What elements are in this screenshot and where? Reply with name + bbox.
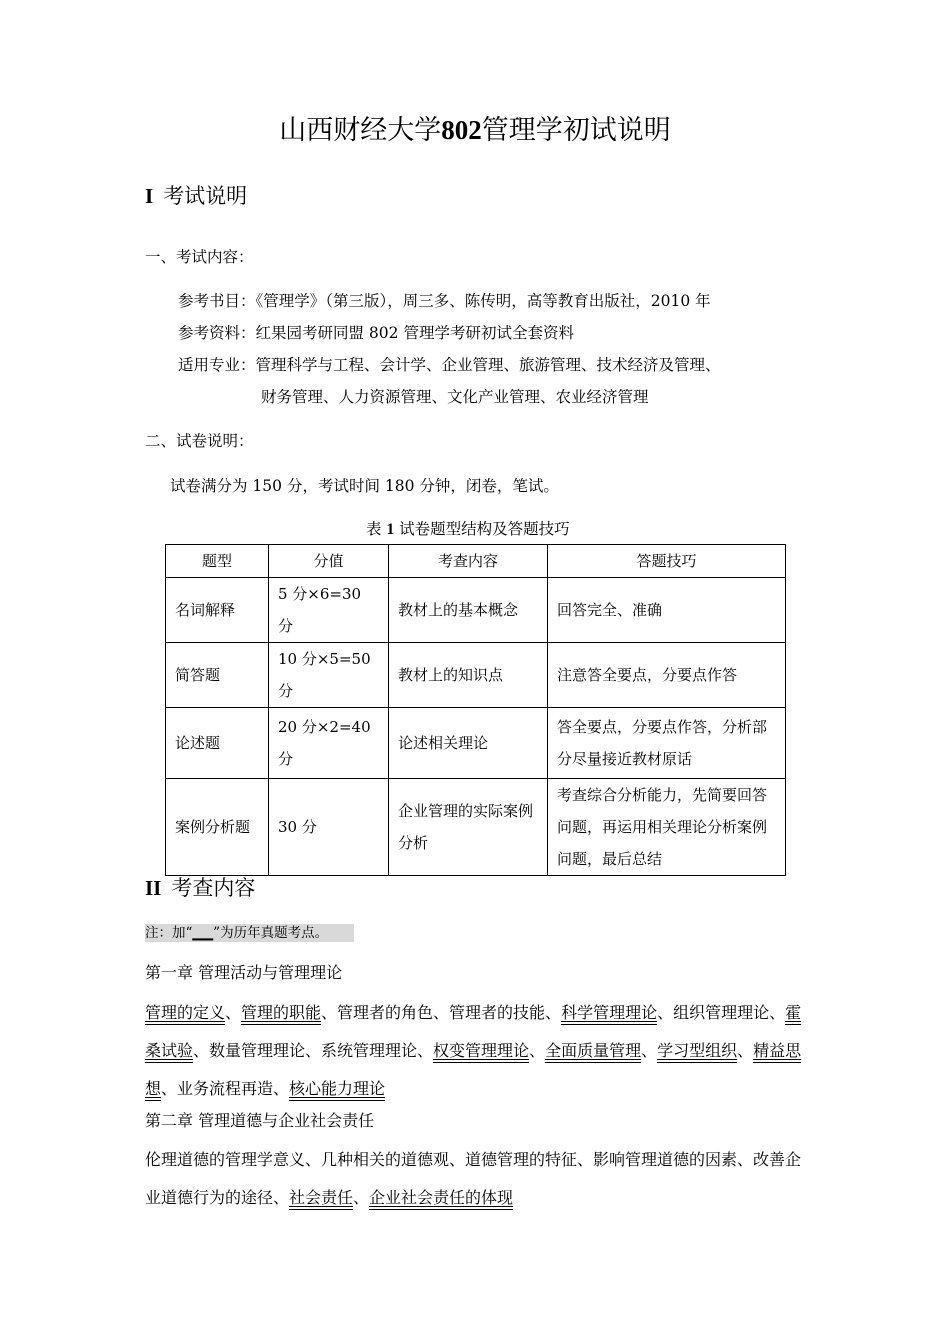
topic-text: 伦理道德的管理学意义、几种相关的道德观、道德管理的特征、影响管理道德的因素、改善企业道德行为的途径、 <box>145 1150 802 1207</box>
table-cell: 考查综合分析能力，先简要回答问题，再运用相关理论分析案例问题，最后总结 <box>548 779 786 876</box>
caption-text: 试卷题型结构及答题技巧 <box>399 520 570 538</box>
topic-text: 、 <box>225 1003 242 1022</box>
header-cell: 题型 <box>166 545 269 578</box>
title-prefix: 山西财经大学 <box>279 115 442 146</box>
table-caption <box>366 517 570 539</box>
exam-point-topic: 核心能力理论 <box>289 1079 386 1098</box>
table-cell: 教材上的基本概念 <box>389 578 548 643</box>
table-cell: 回答完全、准确 <box>548 578 786 643</box>
section-label: 考查内容 <box>171 876 256 900</box>
exam-point-topic: 社会责任 <box>289 1188 354 1207</box>
reference-material: 参考资料：红果园考研同盟 802 管理学考研初试全套资料 <box>178 324 574 342</box>
exam-point-topic: 权变管理理论 <box>433 1041 530 1060</box>
table-cell: 名词解释 <box>166 578 269 643</box>
exam-point-topic: 精益思想 <box>145 1041 802 1098</box>
applicable-majors-cont: 财务管理、人力资源管理、文化产业管理、农业经济管理 <box>261 388 649 406</box>
table-cell: 注意答全要点，分要点作答 <box>548 643 786 708</box>
table-cell: 企业管理的实际案例分析 <box>389 779 548 876</box>
exam-point-topic: 管理的职能 <box>241 1003 322 1022</box>
exam-point-topic: 霍桑试验 <box>145 1003 802 1060</box>
exam-description: 试卷满分为 150 分，考试时间 180 分钟，闭卷，笔试。 <box>170 477 559 495</box>
table-row <box>166 578 786 643</box>
topic-text: 、管理者的角色、管理者的技能、 <box>321 1003 562 1022</box>
exam-point-topic: 学习型组织 <box>657 1041 738 1060</box>
table-cell: 教材上的知识点 <box>389 643 548 708</box>
topic-text: 、 <box>529 1041 546 1060</box>
table-row <box>166 708 786 779</box>
chapter2-content <box>145 1141 811 1217</box>
header-cell: 分值 <box>269 545 389 578</box>
exam-point-topic: 全面质量管理 <box>545 1041 642 1060</box>
table-cell: 30 分 <box>269 779 389 876</box>
table-row <box>166 643 786 708</box>
table-cell: 10 分×5=50 分 <box>269 643 389 708</box>
note-prefix: 注：加“ <box>145 925 193 941</box>
table-cell: 简答题 <box>166 643 269 708</box>
table-cell: 案例分析题 <box>166 779 269 876</box>
caption-number: 1 <box>386 521 395 538</box>
topic-text: 、 <box>641 1041 658 1060</box>
table-cell: 20 分×2=40 分 <box>269 708 389 779</box>
note-box <box>145 924 354 942</box>
part2-heading: 二、试卷说明： <box>145 432 254 450</box>
page-title <box>0 108 950 147</box>
topic-text: 、 <box>353 1188 370 1207</box>
exam-point-topic: 科学管理理论 <box>561 1003 658 1022</box>
table-row <box>166 779 786 876</box>
chapter2-title: 第二章 管理道德与企业社会责任 <box>145 1111 375 1130</box>
exam-point-topic: 企业社会责任的体现 <box>369 1188 514 1207</box>
section-roman: II <box>145 876 162 900</box>
section-label: 考试说明 <box>163 184 248 208</box>
topic-text: 、 <box>737 1041 754 1060</box>
header-cell: 答题技巧 <box>548 545 786 578</box>
chapter1-title: 第一章 管理活动与管理理论 <box>145 963 343 982</box>
applicable-majors: 适用专业：管理科学与工程、会计学、企业管理、旅游管理、技术经济及管理、 <box>178 356 721 374</box>
topic-text: 、数量管理理论、系统管理理论、 <box>193 1041 434 1060</box>
table-cell: 论述题 <box>166 708 269 779</box>
topic-text: 、业务流程再造、 <box>161 1079 290 1098</box>
header-cell: 考查内容 <box>389 545 548 578</box>
chapter1-content <box>145 994 811 1108</box>
section-roman: I <box>145 184 154 208</box>
exam-structure-table <box>165 544 786 876</box>
table-cell: 论述相关理论 <box>389 708 548 779</box>
section-heading-2 <box>145 872 255 902</box>
table-cell: 答全要点，分要点作答，分析部分尽量接近教材原话 <box>548 708 786 779</box>
topic-text: 、组织管理理论、 <box>657 1003 786 1022</box>
table-cell: 5 分×6=30 分 <box>269 578 389 643</box>
table-header-row <box>166 545 786 578</box>
note-suffix: ”为历年真题考点。 <box>213 925 329 941</box>
title-suffix: 管理学初试说明 <box>481 115 671 146</box>
note-underline-mark: ▁▁ <box>192 925 214 941</box>
caption-prefix: 表 <box>366 520 382 538</box>
section-heading-1 <box>145 180 247 210</box>
title-number: 802 <box>441 115 482 145</box>
reference-book: 参考书目：《管理学》（第三版），周三多、陈传明，高等教育出版社，2010 年 <box>178 292 711 310</box>
exam-point-topic: 管理的定义 <box>145 1003 226 1022</box>
part1-heading: 一、考试内容： <box>145 248 254 266</box>
